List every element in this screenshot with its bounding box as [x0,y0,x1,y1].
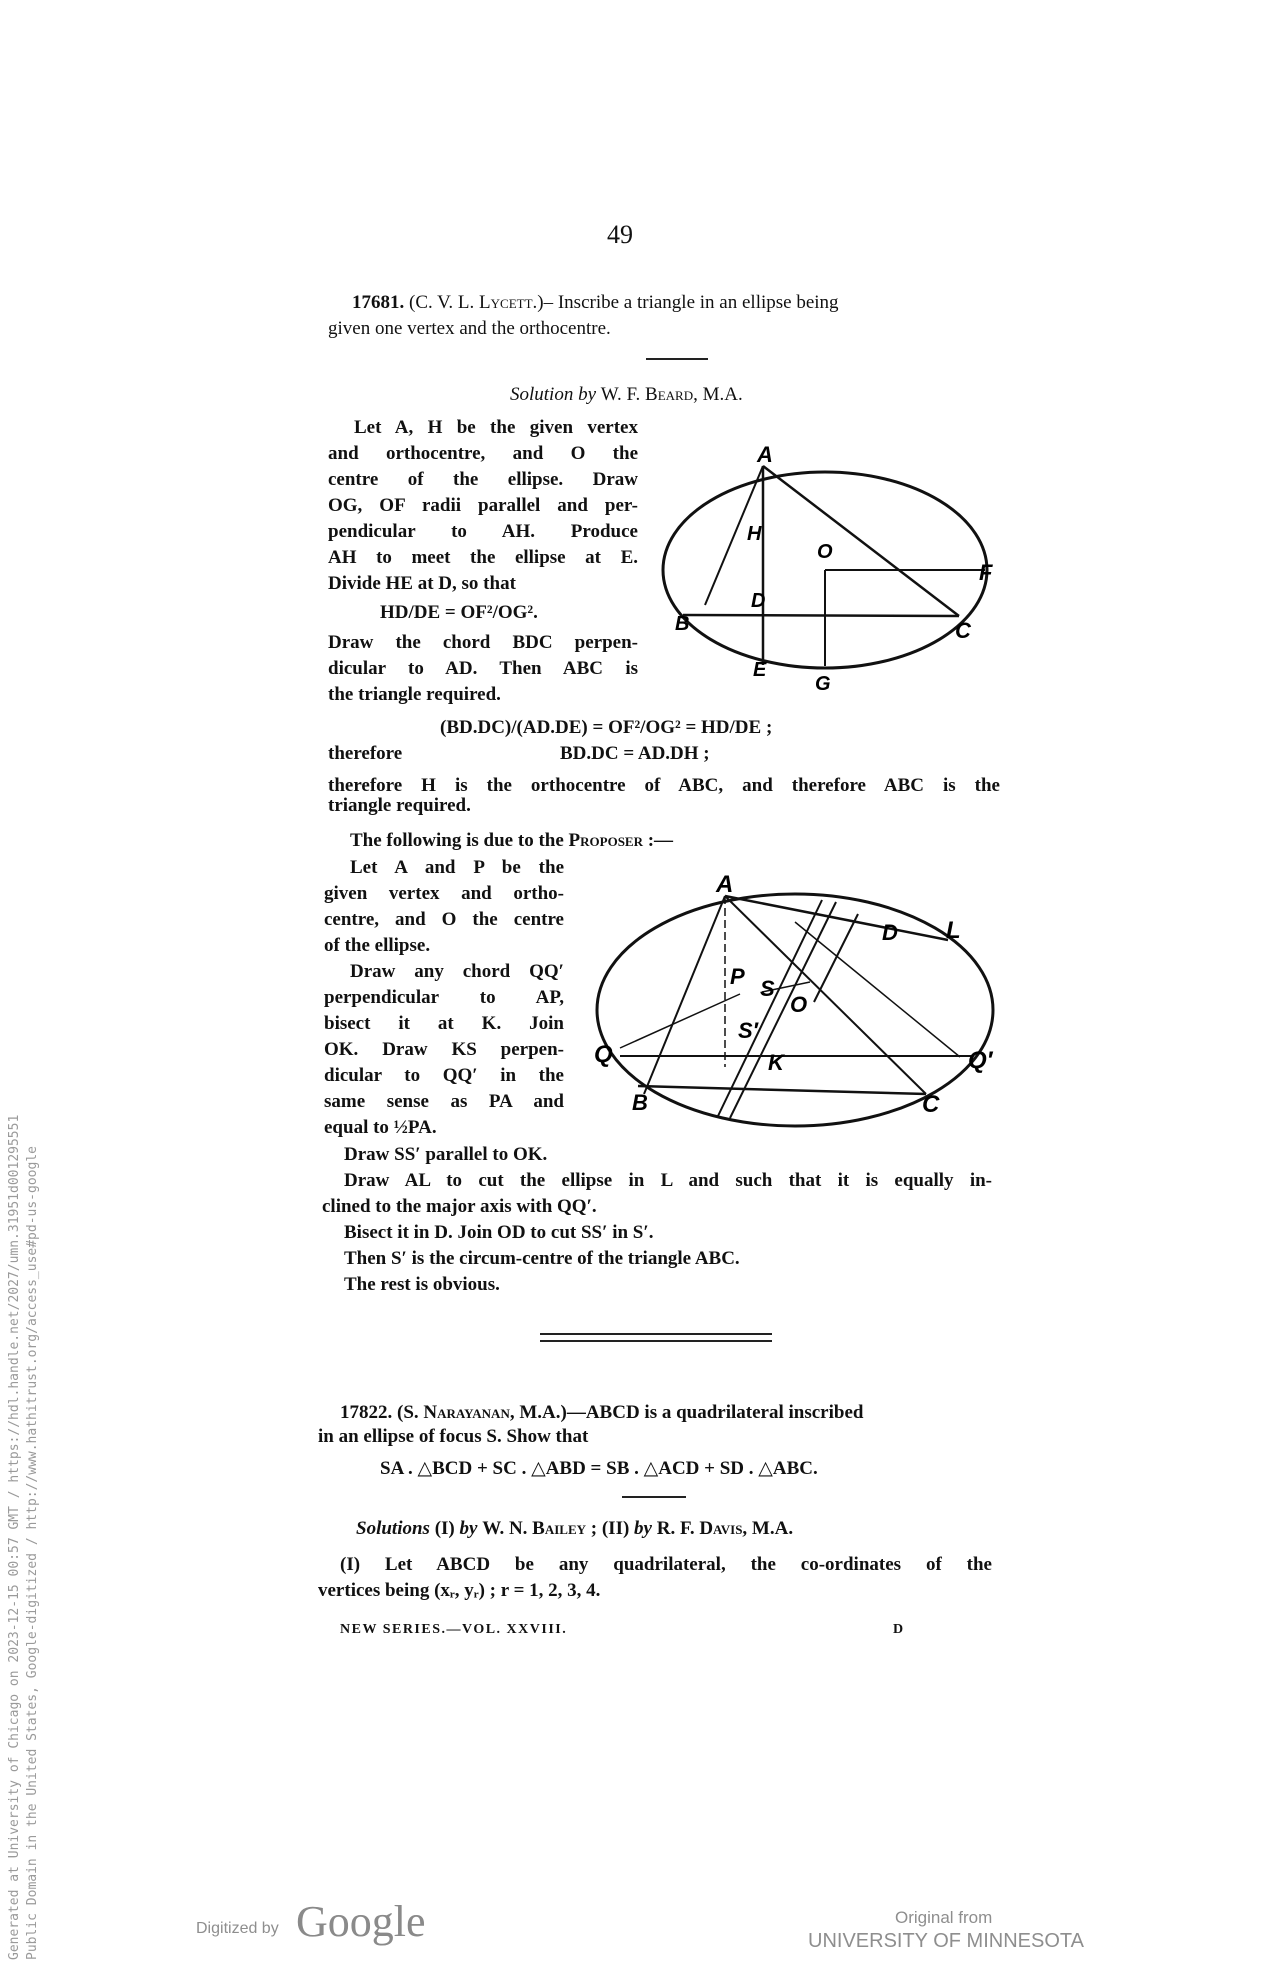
problem-17822-statement [340,1400,998,1426]
problem-author: (S. Narayanan, M.A.) [397,1402,567,1423]
solver-name: W. F. Beard, M.A. [600,384,743,405]
problem-17681-statement [352,290,1007,316]
solution-i-label: (I) [434,1518,455,1539]
digitized-by-label: Digitized by [196,1920,279,1937]
equation: BD.DC = AD.DH ; [560,743,710,764]
text-line: dicular to AD. Then ABC is [328,658,638,679]
problem-author: (C. V. L. Lycett.) [409,292,544,313]
label-O: O [817,541,833,563]
label-G: G [815,673,831,695]
signature-mark: D [893,1622,904,1637]
line-AC [763,466,959,616]
label-Q-prime: Q′ [968,1047,993,1074]
text-line: dicular to QQ′ in the [324,1065,564,1086]
by-word: by [459,1518,478,1539]
solution-line: (I) Let ABCD be any quadrilateral, the co-ordinates of the [340,1554,992,1575]
watermark-line: Public Domain in the United States, Google-digitized / http://www.hathitrust.org/access_use#pd-us-google [25,1146,40,1960]
label-B: B [632,1090,648,1115]
solution-label: Solution by [510,384,597,405]
solution-paragraph-2 [328,630,638,708]
equation: HD/DE = OF²/OG². [380,602,538,623]
text-line: Draw any chord QQ′ [350,961,564,982]
chord-BC [638,1086,926,1094]
series-footer: NEW SERIES.—VOL. XXVIII. [340,1622,568,1637]
text-line: the triangle required. [328,684,501,705]
label-D: D [882,920,898,945]
text-line: Draw AL to cut the ellipse in L and such that it is equally in- [344,1170,992,1191]
watermark-line: Generated at University of Chicago on 2023-12-15 00:57 GMT / https://hdl.handle.net/2027/umn.31951d001295551 [7,1114,22,1960]
text-line: OG, OF radii parallel and per- [328,495,638,516]
text-line: Let A and P be the [350,857,564,878]
text-line: AH to meet the ellipse at E. [328,547,638,568]
ellipse-figure-1 [655,440,995,700]
solution-paragraph [328,415,638,597]
solution-line: vertices being (xᵣ, yᵣ) ; r = 1, 2, 3, 4. [318,1580,601,1601]
proposer-paragraph [324,855,564,1141]
double-rule-top [540,1333,772,1335]
problem-text-line2: given one vertex and the orthocentre. [328,318,611,339]
problem-text: – Inscribe a triangle in an ellipse being [543,292,839,313]
chord-BDC [683,615,959,616]
line-SS-2 [730,902,836,1118]
label-C: C [922,1091,940,1118]
label-S: S [760,976,775,1001]
double-rule-bottom [540,1340,772,1342]
text-line: The rest is obvious. [344,1274,500,1295]
equation: SA . △BCD + SC . △ABD = SB . △ACD + SD . △ABC. [380,1458,818,1479]
label-A: A [757,442,773,467]
label-P: P [730,964,745,989]
ellipse-figure-2 [590,872,1010,1142]
solutions-label: Solutions [356,1518,430,1539]
text-line: of the ellipse. [324,935,431,956]
hathitrust-watermark [6,1115,42,1960]
label-K: K [768,1050,784,1075]
proposer-intro [350,828,673,854]
therefore-label: therefore [328,743,403,764]
problem-number: 17822. [340,1402,393,1423]
line-diag-1 [620,994,740,1048]
text-line: given vertex and ortho- [324,883,564,904]
text-line: centre of the ellipse. Draw [328,469,638,490]
conclusion-line: therefore H is the orthocentre of ABC, and therefore ABC is the [328,775,1000,796]
label-B: B [675,613,690,635]
solution-byline [510,382,743,408]
label-H: H [747,523,762,545]
problem-text: —ABCD is a quadrilateral inscribed [566,1402,864,1423]
label-D: D [751,590,766,612]
text-line: centre, and O the centre [324,909,564,930]
by-word: by [634,1518,652,1539]
label-F: F [979,560,993,585]
label-C: C [955,618,971,643]
problem-text-line2: in an ellipse of focus S. Show that [318,1426,589,1447]
text-line: equal to ½PA. [324,1117,437,1138]
original-from-label: Original from [895,1908,993,1927]
solver-name: W. N. Bailey ; [482,1518,598,1539]
divider [646,358,708,360]
text-line: Then S′ is the circum-centre of the triangle ABC. [344,1248,740,1269]
text-line: Divide HE at D, so that [328,573,516,594]
proposer-word: Proposer :— [568,830,674,851]
solver-name: R. F. Davis, M.A. [656,1518,794,1539]
text-line: Draw SS′ parallel to OK. [344,1144,548,1165]
text-line: same sense as PA and [324,1091,564,1112]
proposer-intro-text: The following is due to the [350,830,564,851]
label-E: E [753,659,767,681]
label-S-prime: S′ [738,1018,758,1043]
conclusion-line: triangle required. [328,795,471,816]
divider [622,1496,686,1498]
line-OD [814,914,858,1002]
page-number: 49 [607,220,633,249]
equation: (BD.DC)/(AD.DE) = OF²/OG² = HD/DE ; [440,717,773,738]
text-line: pendicular to AH. Produce [328,521,638,542]
text-line: Draw the chord BDC perpen- [328,632,638,653]
solutions-byline [356,1516,793,1542]
label-O: O [790,992,808,1017]
label-A: A [716,872,734,898]
text-line: bisect it at K. Join [324,1013,564,1034]
text-line: perpendicular to AP, [324,987,564,1008]
text-line: and orthocentre, and O the [328,443,638,464]
solution-ii-label: (II) [601,1518,630,1539]
google-logo: Google [296,1897,426,1946]
label-Q: Q [594,1041,613,1068]
text-line: Bisect it in D. Join OD to cut SS′ in S′. [344,1222,654,1243]
text-line: Let A, H be the given vertex [354,417,638,438]
text-line: OK. Draw KS perpen- [324,1039,564,1060]
label-L: L [946,917,961,944]
university-label: UNIVERSITY OF MINNESOTA [808,1930,1084,1952]
text-line: clined to the major axis with QQ′. [322,1196,597,1217]
problem-number: 17681. [352,292,405,313]
